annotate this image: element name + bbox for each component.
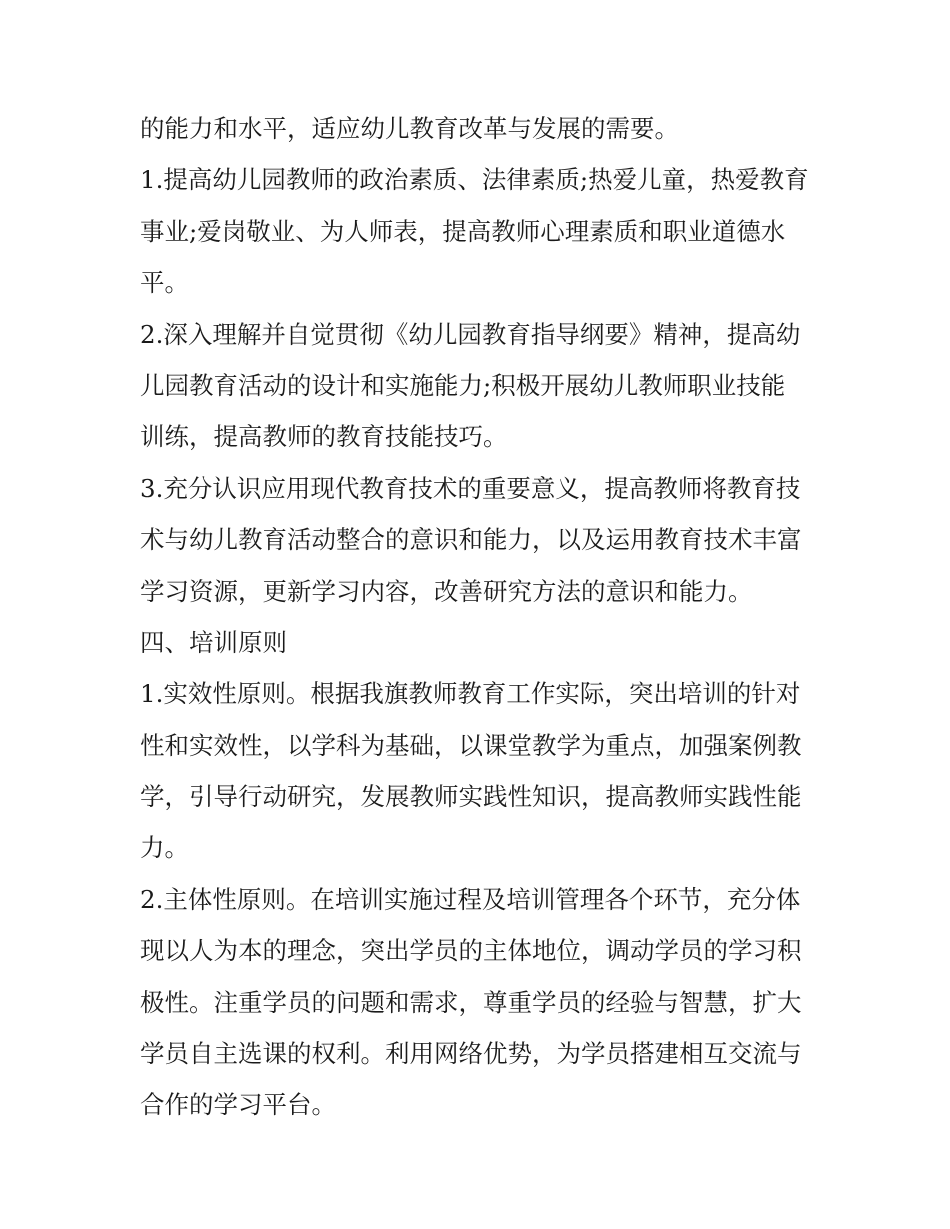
text-line: 1.提高幼儿园教师的政治素质、法律素质;热爱儿童，热爱教育 bbox=[140, 165, 809, 195]
text-line: 1.实效性原则。根据我旗教师教育工作实际，突出培训的针对 bbox=[140, 679, 801, 709]
text-line: 儿园教育活动的设计和实施能力;积极开展幼儿教师职业技能 bbox=[140, 370, 786, 400]
text-line: 学习资源，更新学习内容，改善研究方法的意识和能力。 bbox=[140, 576, 753, 606]
text-line: 训练，提高教师的教育技能技巧。 bbox=[140, 422, 508, 452]
text-line: 性和实效性，以学科为基础，以课堂教学为重点，加强案例教 bbox=[140, 730, 802, 760]
text-line: 力。 bbox=[140, 833, 189, 863]
text-line: 平。 bbox=[140, 268, 189, 298]
text-line: 合作的学习平台。 bbox=[140, 1090, 336, 1120]
text-line: 3.充分认识应用现代教育技术的重要意义，提高教师将教育技 bbox=[140, 473, 801, 503]
text-line: 学员自主选课的权利。利用网络优势，为学员搭建相互交流与 bbox=[140, 1039, 802, 1069]
text-line: 事业;爱岗敬业、为人师表，提高教师心理素质和职业道德水 bbox=[140, 216, 786, 246]
text-line: 极性。注重学员的问题和需求，尊重学员的经验与智慧，扩大 bbox=[140, 987, 802, 1017]
text-line: 2.深入理解并自觉贯彻《幼儿园教育指导纲要》精神，提高幼 bbox=[140, 319, 801, 349]
text-line: 术与幼儿教育活动整合的意识和能力，以及运用教育技术丰富 bbox=[140, 525, 802, 555]
text-line: 现以人为本的理念，突出学员的主体地位，调动学员的学习积 bbox=[140, 936, 802, 966]
text-line: 2.主体性原则。在培训实施过程及培训管理各个环节，充分体 bbox=[140, 884, 801, 914]
text-line: 的能力和水平，适应幼儿教育改革与发展的需要。 bbox=[140, 114, 679, 143]
section-heading: 四、培训原则 bbox=[140, 627, 287, 657]
document-body bbox=[140, 103, 820, 1131]
text-line: 学，引导行动研究，发展教师实践性知识，提高教师实践性能 bbox=[140, 782, 802, 812]
